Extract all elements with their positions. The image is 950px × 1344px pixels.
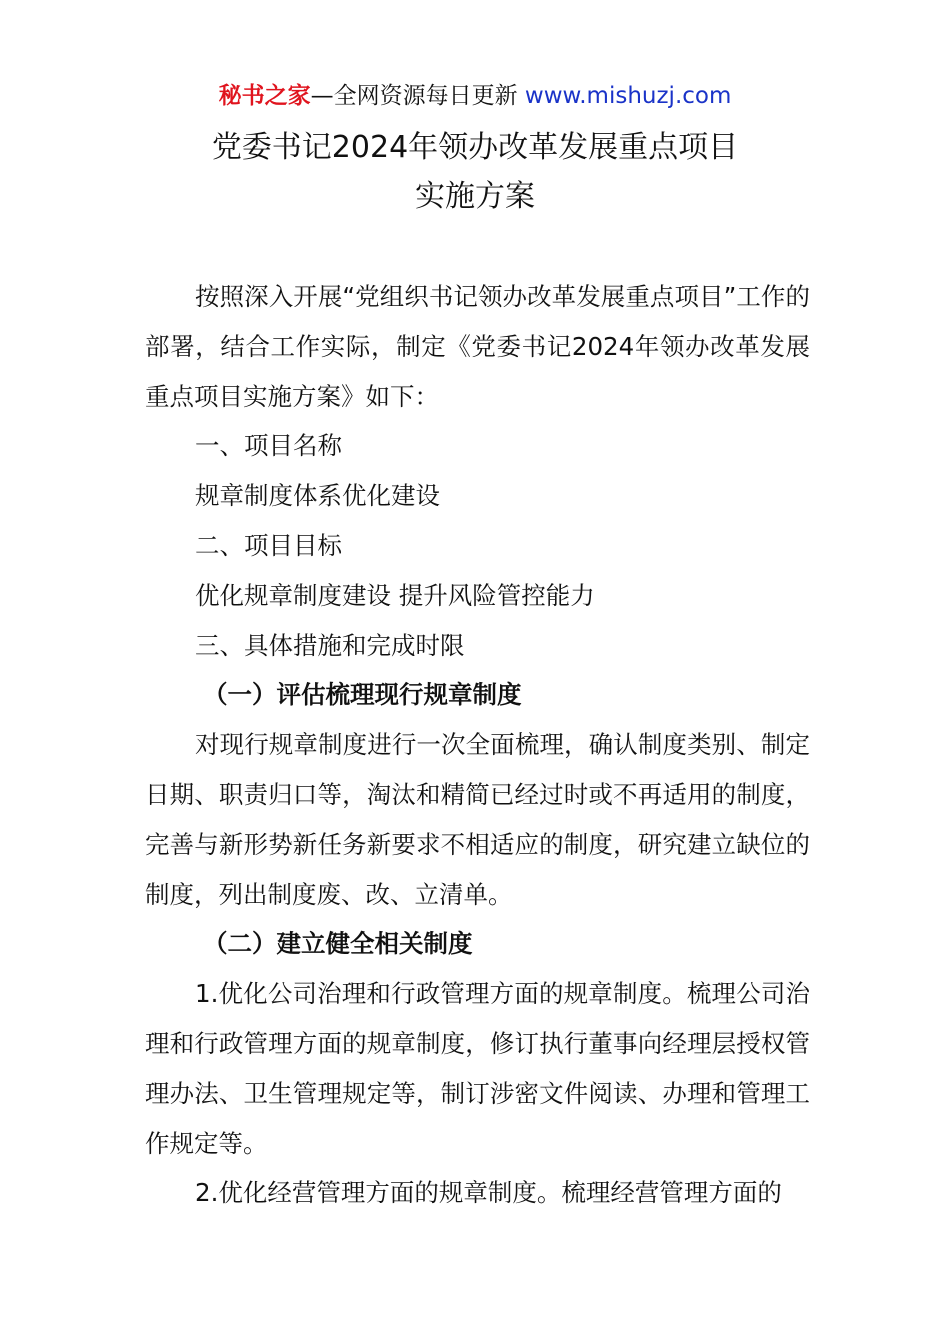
document-body bbox=[145, 272, 810, 1218]
section2-heading: 二、项目目标 bbox=[195, 530, 342, 560]
site-tagline: —全网资源每日更新 bbox=[310, 83, 525, 109]
site-header bbox=[0, 80, 950, 112]
section2-text: 优化规章制度建设 提升风险管控能力 bbox=[195, 580, 595, 610]
site-url[interactable]: www.mishuzj.com bbox=[524, 83, 732, 109]
document-title-line2: 实施方案 bbox=[415, 179, 535, 214]
site-brand: 秘书之家 bbox=[218, 83, 311, 109]
section1-text: 规章制度体系优化建设 bbox=[195, 481, 440, 511]
item1-paragraph: 1.优化公司治理和行政管理方面的规章制度。梳理公司治理和行政管理方面的规章制度，修订执行董事向经理层授权管理办法、卫生管理规定等，制订涉密文件阅读、办理和管理工作规定等。 bbox=[145, 979, 810, 1158]
document-title-line1: 党委书记2024年领办改革发展重点项目 bbox=[211, 130, 739, 165]
sub1-paragraph: 对现行规章制度进行一次全面梳理，确认制度类别、制定日期、职责归口等，淘汰和精简已经过时或不再适用的制度，完善与新形势新任务新要求不相适应的制度，研究建立缺位的制度，列出制度废、改、立清单。 bbox=[145, 730, 810, 909]
section3-heading: 三、具体措施和完成时限 bbox=[195, 630, 465, 660]
section1-heading: 一、项目名称 bbox=[195, 431, 342, 461]
item2-paragraph: 2.优化经营管理方面的规章制度。梳理经营管理方面的 bbox=[195, 1178, 782, 1208]
sub2-heading: （二）建立健全相关制度 bbox=[203, 929, 473, 959]
sub1-heading: （一）评估梳理现行规章制度 bbox=[203, 680, 522, 710]
intro-paragraph: 按照深入开展“党组织书记领办改革发展重点项目”工作的部署，结合工作实际，制定《党委书记2024年领办改革发展重点项目实施方案》如下： bbox=[145, 282, 810, 411]
